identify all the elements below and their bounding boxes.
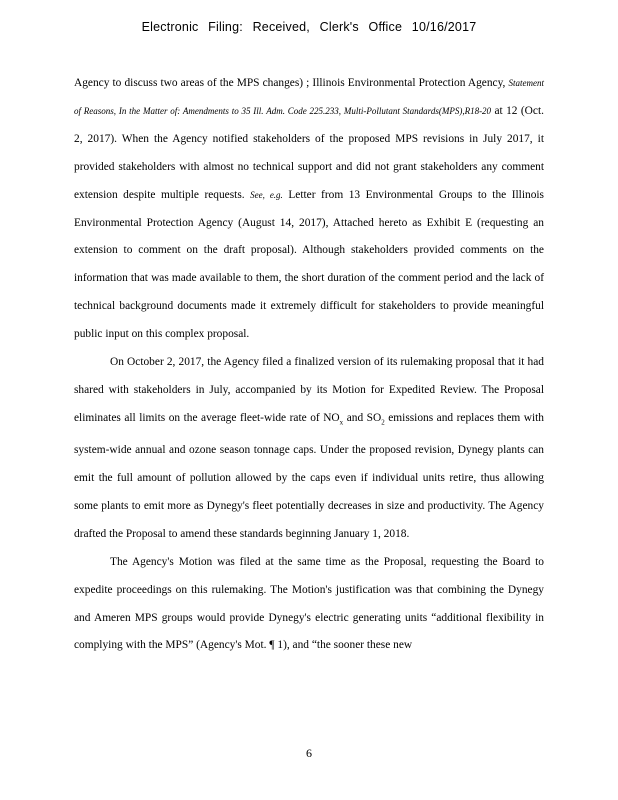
electronic-filing-header: Electronic Filing: Received, Clerk's Office 10/16/2017 xyxy=(141,20,477,34)
paragraph-agency-motion xyxy=(74,549,544,661)
so2-subscript: 2 xyxy=(381,418,385,427)
see-eg-signal: See, e.g. xyxy=(250,189,283,200)
paragraph3-text-1: The Agency's Motion was filed at the same time as the Proposal, requesting the Board to expedite proceedings on this rulemaking. The Motion's justification was that combining the Dynegy and Ameren MPS groups would provide Dynegy's electric generating units “additional flexibility in complying with the MPS” (Agency's Mot. ¶ 1), and “the sooner these new xyxy=(74,555,544,652)
statement-of-reasons-citation: Statement of Reasons, In the Matter of: Amendments to 35 Ill. Adm. Code 225.233, Multi-Pollutant Standards(MPS),R18-20 xyxy=(74,78,544,116)
nox-subscript: x xyxy=(339,418,344,427)
paragraph-agency-statement xyxy=(74,70,544,349)
document-body xyxy=(74,70,544,660)
paragraph-october-filing xyxy=(74,349,544,549)
paragraph1-text-1: Agency to discuss two areas of the MPS changes) ; Illinois Environmental Protection Agency, xyxy=(74,77,506,89)
paragraph2-text-1: On October 2, 2017, the Agency filed a finalized version of its rulemaking proposal that it had shared with stakeholders in July, accompanied by its Motion for Expedited Review. The Proposal eliminates all limits on the average fleet-wide rate of NO xyxy=(74,356,544,424)
page-number: 6 xyxy=(306,746,312,760)
paragraph2-text-3: emissions and replaces them with system-wide annual and ozone season tonnage caps. Under the proposed revision, Dynegy plants can emit the full amount of pollution allowed by the caps even if individual units retire, thus allowing some plants to emit more as Dynegy's fleet potentially decreases in size and productivity. The Agency drafted the Proposal to amend these standards beginning January 1, 2018. xyxy=(74,411,545,540)
paragraph1-text-3: Letter from 13 Environmental Groups to the Illinois Environmental Protection Agency (August 14, 2017), Attached hereto as Exhibit E (requesting an extension to comment on the draft proposal). Although stakeholders provided comments on the information that was made available to them, the short duration of the comment period and the lack of technical background documents made it extremely difficult for stakeholders to provide meaningful public input on this complex proposal. xyxy=(74,188,544,341)
paragraph1-text-2: at 12 (Oct. 2, 2017). When the Agency notified stakeholders of the proposed MPS revisions in July 2017, it provided stakeholders with almost no technical support and did not grant stakeholders any comment extension despite multiple requests. xyxy=(74,104,544,201)
paragraph2-text-2: and SO xyxy=(346,411,382,424)
